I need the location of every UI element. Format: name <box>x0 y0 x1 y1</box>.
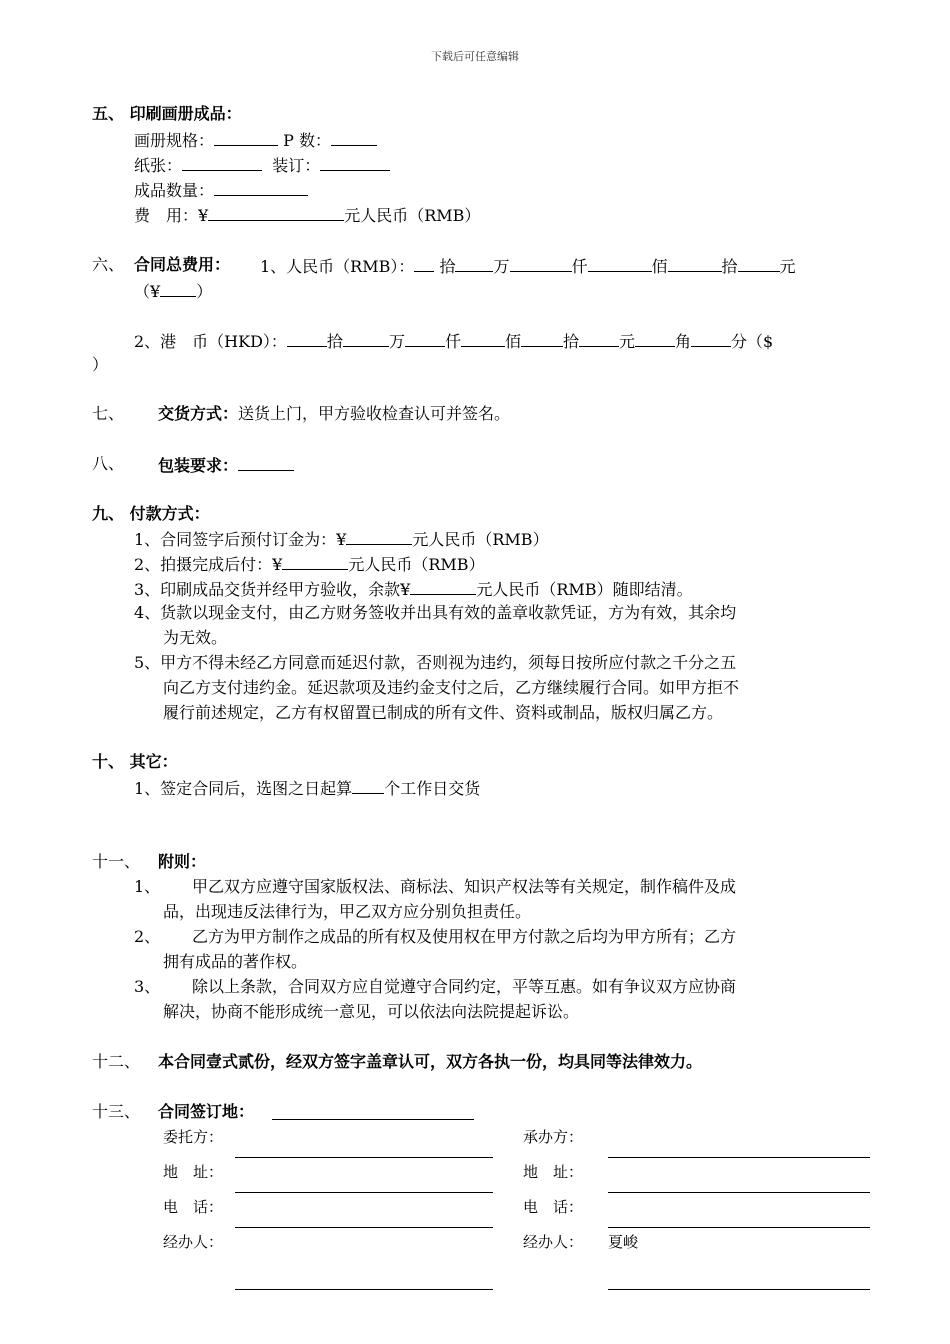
delivery-line <box>158 404 510 424</box>
hkd-amount-line <box>134 330 773 352</box>
client-agent-line[interactable] <box>235 1289 493 1290</box>
appendix-1-line-2: 品，出现违反法律行为，甲乙双方应分别负担责任。 <box>163 902 532 921</box>
packaging-blank[interactable] <box>238 454 294 471</box>
hkd-blank-7[interactable] <box>635 330 675 347</box>
unit-wan: 万 <box>493 257 510 276</box>
payment-item-2 <box>134 553 485 575</box>
rmb-amount-line <box>260 255 796 277</box>
delivery-text: 送货上门，甲方验收检查认可并签名。 <box>238 404 511 423</box>
spec-label: 画册规格： <box>134 131 215 150</box>
payment-item-5-line-3: 履行前述规定，乙方有权留置已制成的所有文件、资料或制品，版权归属乙方。 <box>163 703 724 722</box>
section-8-number: 八、 <box>92 454 125 473</box>
unit-yuan: 元 <box>779 257 796 276</box>
unit-qian: 仟 <box>571 257 588 276</box>
hkd-blank-4[interactable] <box>461 330 505 347</box>
hkd-unit-wan: 万 <box>388 332 405 351</box>
appendix-2-line-1: 乙方为甲方制作之成品的所有权及使用权在甲方付款之后均为甲方所有；乙方 <box>192 927 737 946</box>
unit-shi: 拾 <box>439 257 456 276</box>
hkd-unit-fen: 分（$ <box>731 332 774 351</box>
client-phone-line[interactable] <box>235 1227 493 1228</box>
fee-unit: 元人民币（RMB） <box>344 206 481 225</box>
payment-item-2-label: 2、拍摄完成后付：¥ <box>134 555 283 574</box>
section-7-number: 七、 <box>92 404 125 423</box>
hkd-blank-1[interactable] <box>287 330 327 347</box>
hkd-unit-yuan: 元 <box>619 332 636 351</box>
section-7-title: 交货方式： <box>158 404 239 423</box>
payment-item-5-line-2: 向乙方支付违约金。延迟款项及违约金支付之后，乙方继续履行合同。如甲方拒不 <box>163 678 740 697</box>
unit-bai: 佰 <box>651 257 668 276</box>
client-address-line[interactable] <box>235 1192 493 1193</box>
workdays-blank[interactable] <box>352 777 384 794</box>
rmb-blank-4[interactable] <box>588 255 652 272</box>
spec-blank[interactable] <box>214 129 278 146</box>
section-9-title: 九、 付款方式： <box>92 504 210 523</box>
appendix-3-line-1: 除以上条款，合同双方应自觉遵守合同约定，平等互惠。如有争议双方应协商 <box>192 977 737 996</box>
hkd-blank-6[interactable] <box>579 330 619 347</box>
rmb-blank-6[interactable] <box>738 255 780 272</box>
section-6-title: 合同总费用： <box>134 255 231 274</box>
hkd-unit-bai: 佰 <box>504 332 521 351</box>
fee-label: 费 用：¥ <box>134 206 209 225</box>
client-address-label: 地 址： <box>163 1163 224 1181</box>
spec-line <box>134 129 377 151</box>
fee-line <box>134 204 480 226</box>
section-6-number: 六、 <box>92 255 125 274</box>
hkd-blank-8[interactable] <box>691 330 731 347</box>
section-13-title: 合同签订地： <box>158 1102 255 1121</box>
payment-item-1-label: 1、合同签字后预付订金为：¥ <box>134 530 347 549</box>
rmb-blank-5[interactable] <box>668 255 722 272</box>
appendix-2-line-2: 拥有成品的著作权。 <box>163 952 308 971</box>
quantity-label: 成品数量： <box>134 181 215 200</box>
contractor-agent-line[interactable] <box>608 1289 870 1290</box>
other-item-1-label: 1、签定合同后，选图之日起算 <box>134 779 353 798</box>
client-label: 委托方： <box>163 1128 224 1146</box>
contractor-agent-name: 夏峻 <box>608 1233 639 1251</box>
payment-item-2-unit: 元人民币（RMB） <box>348 555 485 574</box>
contractor-phone-label: 电 话： <box>523 1198 584 1216</box>
rmb-blank-1[interactable] <box>414 255 434 272</box>
payment-item-4-line-1: 4、货款以现金支付，由乙方财务签收并出具有效的盖章收款凭证，方为有效，其余均 <box>134 603 737 622</box>
payment-item-1 <box>134 528 549 550</box>
hkd-blank-5[interactable] <box>521 330 563 347</box>
contractor-phone-line[interactable] <box>608 1227 870 1228</box>
client-agent-label: 经办人： <box>163 1233 224 1251</box>
section-10-title: 十、 其它： <box>92 752 178 771</box>
section-12-text: 本合同壹式贰份，经双方签字盖章认可，双方各执一份，均具同等法律效力。 <box>158 1052 703 1071</box>
contractor-address-label: 地 址： <box>523 1163 584 1181</box>
yen-close: ） <box>196 282 213 301</box>
rmb-blank-2[interactable] <box>455 255 493 272</box>
payment-item-3 <box>134 578 693 600</box>
unit-shi-2: 拾 <box>721 257 738 276</box>
pages-label: P 数： <box>283 131 331 150</box>
paper-label: 纸张： <box>134 156 183 175</box>
payment-item-3-unit: 元人民币（RMB）随即结清。 <box>476 580 693 599</box>
paper-blank[interactable] <box>182 154 262 171</box>
fee-blank[interactable] <box>208 204 344 221</box>
client-phone-label: 电 话： <box>163 1198 224 1216</box>
rmb-yen-line <box>134 280 212 302</box>
other-item-1-unit: 个工作日交货 <box>384 779 481 798</box>
binding-label: 装订： <box>272 156 321 175</box>
signing-place-line[interactable] <box>272 1119 474 1120</box>
hkd-unit-shi: 拾 <box>326 332 343 351</box>
balance-blank[interactable] <box>410 578 476 595</box>
contractor-address-line[interactable] <box>608 1192 870 1193</box>
section-11-title: 附则： <box>158 852 207 871</box>
deposit-blank[interactable] <box>346 528 412 545</box>
packaging-line <box>158 454 294 476</box>
hkd-unit-qian: 仟 <box>444 332 461 351</box>
appendix-2-number: 2、 <box>134 927 161 946</box>
contractor-line[interactable] <box>608 1157 870 1158</box>
yen-open: （¥ <box>134 282 161 301</box>
paper-line <box>134 154 390 176</box>
hkd-label: 2、港 币（HKD）： <box>134 332 287 351</box>
pages-blank[interactable] <box>331 129 377 146</box>
shoot-payment-blank[interactable] <box>282 553 348 570</box>
yen-blank[interactable] <box>160 280 196 297</box>
binding-blank[interactable] <box>320 154 390 171</box>
hkd-blank-2[interactable] <box>343 330 389 347</box>
payment-item-5-line-1: 5、甲方不得未经乙方同意而延迟付款，否则视为违约，须每日按所应付款之千分之五 <box>134 653 737 672</box>
client-line[interactable] <box>235 1157 493 1158</box>
payment-item-4-line-2: 为无效。 <box>163 628 228 647</box>
contractor-label: 承办方： <box>523 1128 584 1146</box>
appendix-1-line-1: 甲乙双方应遵守国家版权法、商标法、知识产权法等有关规定，制作稿件及成 <box>192 877 737 896</box>
hkd-unit-jiao: 角 <box>675 332 692 351</box>
quantity-line <box>134 179 308 201</box>
page-header: 下载后可任意编辑 <box>431 50 519 63</box>
section-8-title: 包装要求： <box>158 456 239 475</box>
section-13-number: 十三、 <box>92 1102 141 1121</box>
payment-item-1-unit: 元人民币（RMB） <box>412 530 549 549</box>
appendix-3-line-2: 解决，协商不能形成统一意见，可以依法向法院提起诉讼。 <box>163 1002 580 1021</box>
hkd-unit-shi-2: 拾 <box>562 332 579 351</box>
appendix-1-number: 1、 <box>134 877 161 896</box>
rmb-blank-3[interactable] <box>510 255 572 272</box>
payment-item-3-label: 3、印刷成品交货并经甲方验收，余款¥ <box>134 580 411 599</box>
other-item-1 <box>134 777 480 799</box>
rmb-label: 1、人民币（RMB）： <box>260 257 415 276</box>
quantity-blank[interactable] <box>214 179 308 196</box>
hkd-blank-3[interactable] <box>405 330 445 347</box>
appendix-3-number: 3、 <box>134 977 161 996</box>
section-11-number: 十一、 <box>92 852 141 871</box>
section-5-title: 五、 印刷画册成品： <box>92 104 242 123</box>
hkd-close: ） <box>92 355 109 374</box>
contractor-agent-label: 经办人： <box>523 1233 584 1251</box>
section-12-number: 十二、 <box>92 1052 141 1071</box>
